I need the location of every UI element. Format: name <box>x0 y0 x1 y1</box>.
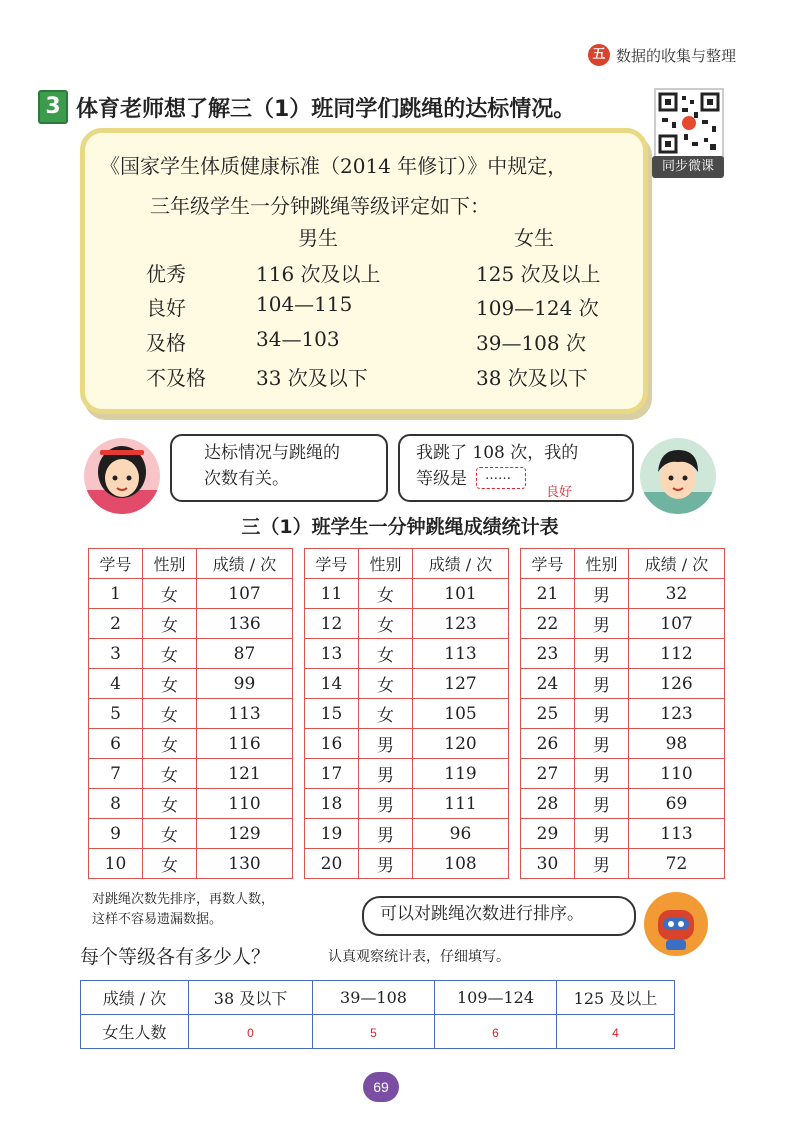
col-boy-header: 男生 <box>298 226 338 250</box>
table-row <box>305 579 509 609</box>
table-row <box>305 849 509 879</box>
header-id: 学号 <box>521 549 575 579</box>
student-id: 27 <box>521 759 575 789</box>
student-gender: 女 <box>143 819 197 849</box>
student-score: 101 <box>413 579 509 609</box>
student-gender: 男 <box>575 699 629 729</box>
table-row <box>521 579 725 609</box>
level-label: 不及格 <box>146 366 206 390</box>
student-score: 105 <box>413 699 509 729</box>
boy-range: 116 次及以上 <box>256 262 381 286</box>
student-id: 23 <box>521 639 575 669</box>
table-row <box>305 819 509 849</box>
student-score: 113 <box>413 639 509 669</box>
student-id: 22 <box>521 609 575 639</box>
student-gender: 男 <box>575 819 629 849</box>
student-gender: 女 <box>143 759 197 789</box>
girl-range: 38 次及以下 <box>476 366 588 390</box>
student-score: 110 <box>629 759 725 789</box>
table-row <box>521 819 725 849</box>
student-score: 110 <box>197 789 293 819</box>
count-answer: 0 <box>247 1026 254 1040</box>
student-id: 8 <box>89 789 143 819</box>
student-id: 15 <box>305 699 359 729</box>
page-number: 69 <box>363 1072 399 1102</box>
student-id: 16 <box>305 729 359 759</box>
student-gender: 女 <box>359 699 413 729</box>
student-id: 20 <box>305 849 359 879</box>
student-score: 32 <box>629 579 725 609</box>
table-row <box>89 609 293 639</box>
header-score: 成绩 / 次 <box>629 549 725 579</box>
student-score: 96 <box>413 819 509 849</box>
student-gender: 男 <box>575 849 629 879</box>
header-id: 学号 <box>305 549 359 579</box>
boy-answer: 良好 <box>546 485 573 500</box>
header-score: 成绩 / 次 <box>413 549 509 579</box>
blank-dots: …… <box>485 468 511 483</box>
student-score: 119 <box>413 759 509 789</box>
table-row <box>521 729 725 759</box>
count-answer: 4 <box>612 1026 619 1040</box>
count-answer-cell[interactable] <box>313 1015 435 1049</box>
student-gender: 男 <box>359 789 413 819</box>
col-girl-header: 女生 <box>514 226 554 250</box>
table-row <box>89 849 293 879</box>
student-score: 87 <box>197 639 293 669</box>
table-row <box>521 699 725 729</box>
table-row <box>89 819 293 849</box>
table-row <box>305 639 509 669</box>
header-score: 成绩 / 次 <box>197 549 293 579</box>
table-row <box>305 699 509 729</box>
student-score: 129 <box>197 819 293 849</box>
student-gender: 女 <box>143 789 197 819</box>
student-gender: 男 <box>575 609 629 639</box>
student-id: 17 <box>305 759 359 789</box>
boy-avatar <box>640 438 716 514</box>
student-id: 29 <box>521 819 575 849</box>
table-row <box>89 729 293 759</box>
student-id: 25 <box>521 699 575 729</box>
student-score: 136 <box>197 609 293 639</box>
count-answer-cell[interactable] <box>557 1015 675 1049</box>
student-id: 3 <box>89 639 143 669</box>
student-id: 14 <box>305 669 359 699</box>
student-gender: 男 <box>359 759 413 789</box>
count-table <box>80 980 675 1049</box>
table-row <box>89 639 293 669</box>
student-gender: 女 <box>359 609 413 639</box>
student-score: 107 <box>197 579 293 609</box>
student-score: 123 <box>413 609 509 639</box>
girl-range: 125 次及以上 <box>476 262 601 286</box>
standard-intro: 《国家学生体质健康标准（2014 年修订）》中规定， <box>100 154 568 178</box>
student-id: 13 <box>305 639 359 669</box>
student-id: 26 <box>521 729 575 759</box>
student-id: 18 <box>305 789 359 819</box>
table-row <box>521 789 725 819</box>
table-row <box>521 849 725 879</box>
student-score: 111 <box>413 789 509 819</box>
table-row <box>521 609 725 639</box>
student-id: 24 <box>521 669 575 699</box>
student-gender: 男 <box>359 849 413 879</box>
student-score: 126 <box>629 669 725 699</box>
student-score: 108 <box>413 849 509 879</box>
chapter-badge: 五 <box>588 44 610 66</box>
student-score: 99 <box>197 669 293 699</box>
student-score: 113 <box>197 699 293 729</box>
girl-range: 39—108 次 <box>476 331 586 355</box>
student-score: 69 <box>629 789 725 819</box>
count-range: 39—108 <box>313 981 435 1015</box>
student-id: 7 <box>89 759 143 789</box>
student-score: 112 <box>629 639 725 669</box>
student-id: 21 <box>521 579 575 609</box>
qr-code-icon[interactable] <box>654 88 724 158</box>
girl-avatar <box>84 438 160 514</box>
student-id: 9 <box>89 819 143 849</box>
table-row <box>89 669 293 699</box>
standard-intro-2: 三年级学生一分钟跳绳等级评定如下： <box>150 194 490 218</box>
robot-speech: 可以对跳绳次数进行排序。 <box>380 904 584 924</box>
chapter-title: 数据的收集与整理 <box>616 47 737 65</box>
student-gender: 女 <box>143 729 197 759</box>
student-gender: 女 <box>143 639 197 669</box>
student-score: 123 <box>629 699 725 729</box>
student-score: 113 <box>629 819 725 849</box>
count-range: 125 及以上 <box>557 981 675 1015</box>
student-gender: 女 <box>143 579 197 609</box>
table-row <box>305 789 509 819</box>
student-score: 116 <box>197 729 293 759</box>
hint-text <box>92 890 274 930</box>
count-answer: 5 <box>370 1026 377 1040</box>
student-gender: 女 <box>359 639 413 669</box>
table-row <box>89 699 293 729</box>
score-table-title: 三（1）班学生一分钟跳绳成绩统计表 <box>241 516 559 538</box>
table-row <box>89 789 293 819</box>
table-row <box>89 579 293 609</box>
problem-number: 3 <box>38 90 68 124</box>
table-row <box>305 609 509 639</box>
student-gender: 男 <box>575 669 629 699</box>
header-gender: 性别 <box>575 549 629 579</box>
boy-range: 104—115 <box>256 292 353 316</box>
student-id: 12 <box>305 609 359 639</box>
girl-speech-line2: 次数有关。 <box>204 469 289 489</box>
student-score: 98 <box>629 729 725 759</box>
student-id: 10 <box>89 849 143 879</box>
count-answer: 6 <box>492 1026 499 1040</box>
question-main: 每个等级各有多少人？ <box>80 946 271 968</box>
table-row <box>305 759 509 789</box>
student-score: 72 <box>629 849 725 879</box>
student-gender: 女 <box>143 669 197 699</box>
student-gender: 女 <box>143 849 197 879</box>
problem-title: 体育老师想了解三（1）班同学们跳绳的达标情况。 <box>76 97 576 122</box>
student-gender: 女 <box>143 699 197 729</box>
student-id: 11 <box>305 579 359 609</box>
score-table-block-2 <box>304 548 509 879</box>
table-row <box>305 669 509 699</box>
student-id: 4 <box>89 669 143 699</box>
student-gender: 女 <box>359 579 413 609</box>
student-gender: 女 <box>359 669 413 699</box>
boy-speech-line2: 等级是 <box>416 469 467 489</box>
student-id: 2 <box>89 609 143 639</box>
student-gender: 男 <box>575 639 629 669</box>
score-table-block-3 <box>520 548 725 879</box>
boy-range: 33 次及以下 <box>256 366 368 390</box>
student-gender: 男 <box>575 789 629 819</box>
student-score: 127 <box>413 669 509 699</box>
student-score: 130 <box>197 849 293 879</box>
count-range: 38 及以下 <box>189 981 313 1015</box>
count-answer-cell[interactable] <box>189 1015 313 1049</box>
score-table-block-1 <box>88 548 293 879</box>
table-row <box>89 759 293 789</box>
student-id: 19 <box>305 819 359 849</box>
question-side: 认真观察统计表，仔细填写。 <box>328 949 510 965</box>
hint-line2: 这样不容易遗漏数据。 <box>92 912 223 927</box>
level-label: 及格 <box>146 331 186 355</box>
student-id: 28 <box>521 789 575 819</box>
boy-speech-line1: 我跳了 108 次，我的 <box>416 443 579 463</box>
count-header-label: 成绩 / 次 <box>81 981 189 1015</box>
boy-range: 34—103 <box>256 327 340 351</box>
robot-avatar <box>644 892 708 956</box>
header-id: 学号 <box>89 549 143 579</box>
level-label: 优秀 <box>146 262 186 286</box>
student-gender: 男 <box>359 729 413 759</box>
student-gender: 男 <box>359 819 413 849</box>
answer-blank[interactable] <box>476 467 526 489</box>
student-gender: 女 <box>143 609 197 639</box>
student-gender: 男 <box>575 729 629 759</box>
student-id: 1 <box>89 579 143 609</box>
student-id: 6 <box>89 729 143 759</box>
count-range: 109—124 <box>435 981 557 1015</box>
hint-line1: 对跳绳次数先排序，再数人数， <box>92 892 275 907</box>
student-score: 121 <box>197 759 293 789</box>
header-gender: 性别 <box>143 549 197 579</box>
table-row <box>305 729 509 759</box>
table-row <box>521 759 725 789</box>
girl-range: 109—124 次 <box>476 296 599 320</box>
student-gender: 男 <box>575 579 629 609</box>
level-label: 良好 <box>146 296 186 320</box>
header-gender: 性别 <box>359 549 413 579</box>
student-gender: 男 <box>575 759 629 789</box>
count-answer-cell[interactable] <box>435 1015 557 1049</box>
student-score: 107 <box>629 609 725 639</box>
table-row <box>521 669 725 699</box>
girl-speech-line1: 达标情况与跳绳的 <box>204 443 340 463</box>
student-id: 30 <box>521 849 575 879</box>
table-row <box>521 639 725 669</box>
student-id: 5 <box>89 699 143 729</box>
qr-label: 同步微课 <box>652 156 724 178</box>
count-row-label: 女生人数 <box>81 1015 189 1049</box>
student-score: 120 <box>413 729 509 759</box>
